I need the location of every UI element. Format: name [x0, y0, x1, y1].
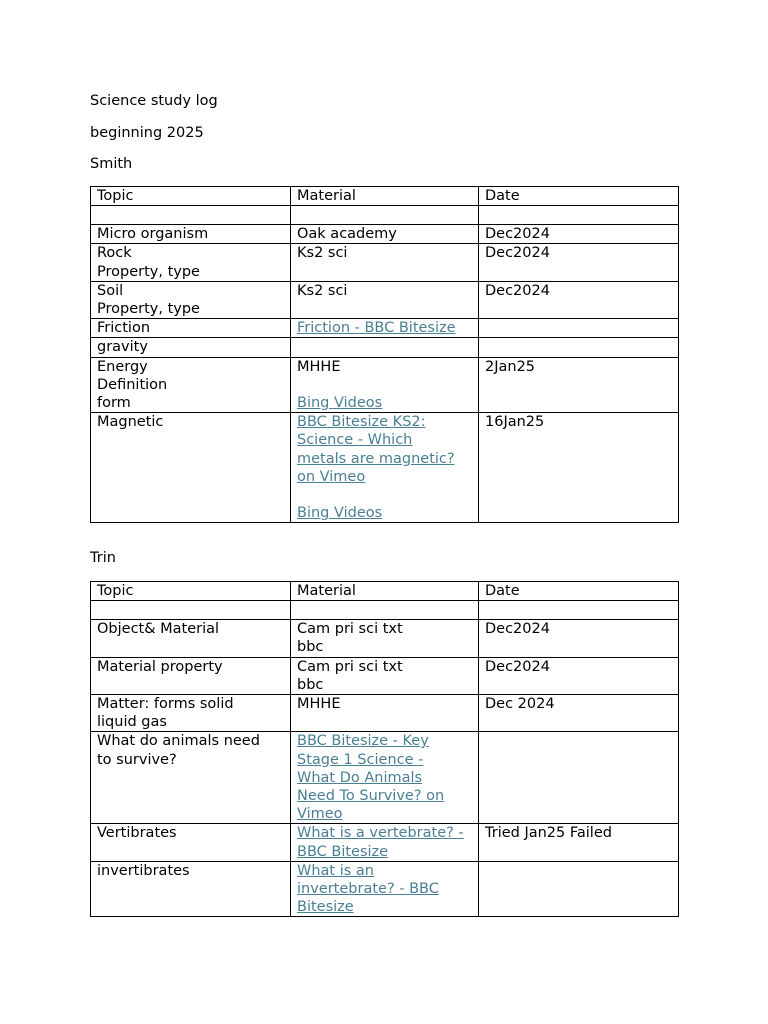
- header-date: Date: [479, 187, 679, 206]
- table-header-row: [91, 582, 679, 601]
- date-cell: Dec2024: [479, 225, 679, 244]
- topic-cell: Magnetic: [91, 413, 291, 523]
- topic-line: Property, type: [97, 263, 200, 280]
- link-line: BBC Bitesize KS2:: [297, 414, 426, 431]
- date-cell: Dec2024: [479, 244, 679, 281]
- table-row: [91, 824, 679, 861]
- header-material: Material: [291, 187, 479, 206]
- material-line: bbc: [297, 676, 324, 693]
- table-row: [91, 657, 679, 694]
- topic-line: Property, type: [97, 301, 200, 318]
- header-date: Date: [479, 582, 679, 601]
- document-subtitle: beginning 2025: [90, 125, 204, 141]
- header-material: Material: [291, 582, 479, 601]
- date-cell: Dec2024: [479, 620, 679, 657]
- material-cell: [291, 413, 479, 523]
- link-line: What Do Animals: [297, 769, 423, 786]
- topic-cell: Friction: [91, 319, 291, 338]
- document-title: Science study log: [90, 93, 218, 109]
- date-cell: 16Jan25: [479, 413, 679, 523]
- topic-line: What do animals need: [97, 733, 260, 750]
- topic-line: liquid gas: [97, 714, 167, 731]
- table-cell: [91, 601, 291, 620]
- header-topic: Topic: [91, 582, 291, 601]
- material-cell: [291, 732, 479, 824]
- material-cell: MHHE: [291, 695, 479, 732]
- topic-cell: [91, 695, 291, 732]
- material-cell: Ks2 sci: [291, 281, 479, 318]
- material-cell: Oak academy: [291, 225, 479, 244]
- link-line: on Vimeo: [297, 468, 366, 485]
- date-cell: [479, 338, 679, 357]
- date-cell: Dec2024: [479, 281, 679, 318]
- link-line: What is an: [297, 862, 374, 879]
- link-line: Bitesize: [297, 899, 354, 916]
- link-line: Science - Which: [297, 432, 413, 449]
- table-cell: [291, 601, 479, 620]
- table-row: [91, 206, 679, 225]
- bing-videos-link[interactable]: Bing Videos: [297, 395, 383, 412]
- material-cell: Ks2 sci: [291, 244, 479, 281]
- table-row: [91, 281, 679, 318]
- topic-line: Soil: [97, 282, 124, 299]
- date-cell: Dec2024: [479, 657, 679, 694]
- bing-videos-link[interactable]: Bing Videos: [297, 505, 383, 522]
- link-line: metals are magnetic?: [297, 450, 455, 467]
- material-cell: [291, 338, 479, 357]
- table-row: [91, 732, 679, 824]
- table-header-row: [91, 187, 679, 206]
- material-line: MHHE: [297, 358, 341, 375]
- smith-study-table: [90, 186, 679, 523]
- material-cell: [291, 319, 479, 338]
- bbc-bitesize-magnetic-link[interactable]: [297, 413, 472, 486]
- material-line: Cam pri sci txt: [297, 621, 403, 638]
- topic-cell: invertibrates: [91, 861, 291, 917]
- topic-line: Matter: forms solid: [97, 696, 234, 713]
- date-cell: [479, 319, 679, 338]
- topic-line: Energy: [97, 358, 148, 375]
- material-cell: [291, 861, 479, 917]
- table-row: [91, 861, 679, 917]
- table-row: [91, 225, 679, 244]
- section-heading-trin: Trin: [90, 550, 116, 566]
- table-row: [91, 338, 679, 357]
- topic-cell: Object& Material: [91, 620, 291, 657]
- material-line: bbc: [297, 639, 324, 656]
- table-cell: [91, 206, 291, 225]
- topic-cell: [91, 281, 291, 318]
- table-row: [91, 244, 679, 281]
- topic-cell: Material property: [91, 657, 291, 694]
- table-row: [91, 620, 679, 657]
- table-row: [91, 413, 679, 523]
- date-cell: [479, 861, 679, 917]
- date-cell: Dec 2024: [479, 695, 679, 732]
- topic-line: form: [97, 395, 131, 412]
- table-row: [91, 601, 679, 620]
- link-line: What is a vertebrate? -: [297, 825, 464, 842]
- material-line: Cam pri sci txt: [297, 658, 403, 675]
- material-cell: [291, 824, 479, 861]
- date-cell: [479, 732, 679, 824]
- topic-line: to survive?: [97, 751, 177, 768]
- blank-line: [297, 486, 472, 504]
- material-cell: [291, 620, 479, 657]
- table-row: [91, 319, 679, 338]
- table-cell: [291, 206, 479, 225]
- topic-line: Definition: [97, 376, 168, 393]
- link-line: Need To Survive? on: [297, 788, 445, 805]
- trin-study-table: [90, 581, 679, 917]
- table-row: [91, 357, 679, 413]
- topic-cell: gravity: [91, 338, 291, 357]
- topic-cell: [91, 244, 291, 281]
- material-cell: [291, 357, 479, 413]
- friction-link[interactable]: Friction - BBC Bitesize: [297, 320, 456, 337]
- link-line: BBC Bitesize - Key: [297, 733, 429, 750]
- header-topic: Topic: [91, 187, 291, 206]
- table-cell: [479, 601, 679, 620]
- section-heading-smith: Smith: [90, 156, 133, 172]
- topic-cell: Micro organism: [91, 225, 291, 244]
- invertebrate-link[interactable]: [297, 862, 472, 917]
- link-line: Stage 1 Science -: [297, 751, 424, 768]
- blank-line: [297, 376, 472, 394]
- topic-cell: [91, 357, 291, 413]
- link-line: Vimeo: [297, 806, 343, 823]
- date-cell: Tried Jan25 Failed: [479, 824, 679, 861]
- bbc-bitesize-animals-link[interactable]: [297, 732, 472, 823]
- topic-cell: Vertibrates: [91, 824, 291, 861]
- link-line: BBC Bitesize: [297, 843, 389, 860]
- vertebrate-link[interactable]: [297, 824, 472, 860]
- link-line: invertebrate? - BBC: [297, 881, 439, 898]
- table-cell: [479, 206, 679, 225]
- date-cell: 2Jan25: [479, 357, 679, 413]
- material-cell: [291, 657, 479, 694]
- table-row: [91, 695, 679, 732]
- topic-line: Rock: [97, 245, 132, 262]
- topic-cell: [91, 732, 291, 824]
